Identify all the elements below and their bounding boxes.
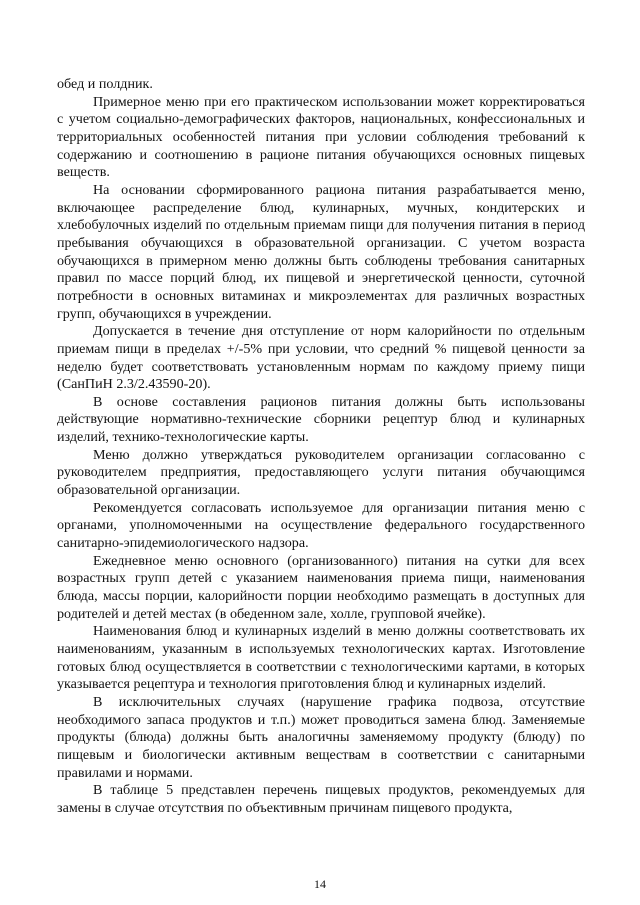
- paragraph-menu-development: На основании сформированного рациона питания разрабатывается меню, включающее распределение блюд, кулинарных, мучных, кондитерских и хлебобулочных изделий по отдельным приемам пищи для получения питания в период пребывания обучающихся в образовательной организации. С учетом возраста обучающихся в примерном меню должны быть соблюдены требования санитарных правил по массе порций блюд, их пищевой и энергетической ценности, суточной потребности в основных витаминах и микроэлементах для различных возрастных групп, обучающихся в учреждении.: [57, 181, 585, 322]
- document-body: [57, 76, 585, 818]
- paragraph-table-reference: В таблице 5 представлен перечень пищевых продуктов, рекомендуемых для замены в случае отсутствия по объективным причинам пищевого продукта,: [57, 782, 585, 816]
- paragraph-continuation: обед и полдник.: [57, 76, 153, 92]
- paragraph-supervision-agreement: Рекомендуется согласовать используемое для организации питания меню с органами, уполномоченными на осуществление федерального государственного санитарно-эпидемиологического надзора.: [57, 499, 585, 552]
- paragraph-dish-names: Наименования блюд и кулинарных изделий в меню должны соответствовать их наименованиям, указанным в используемых технологических картах. Изготовление готовых блюд осуществляется в соответствии с технологическими картами, в которых указывается рецептура и технология приготовления блюд и кулинарных изделий.: [57, 623, 585, 693]
- paragraph-dish-replacement: В исключительных случаях (нарушение графика подвоза, отсутствие необходимого запаса продуктов и т.п.) может проводиться замена блюд. Заменяемые продукты (блюда) должны быть аналогичны заменяемому продукту (блюду) по пищевым и биологически активным веществам в соответствии с санитарными правилами и нормами.: [57, 693, 585, 781]
- paragraph-menu-approval: Меню должно утверждаться руководителем организации согласованно с руководителем предприятия, предоставляющего услуги питания обучающимся образовательной организации.: [57, 446, 585, 499]
- paragraph-calorie-deviation: Допускается в течение дня отступление от норм калорийности по отдельным приемам пищи в пределах +/-5% при условии, что средний % пищевой ценности за неделю будет соответствовать установленным нормам по каждому приему пищи (СанПиН 2.3/2.43590-20).: [57, 323, 585, 393]
- paragraph-menu-adjustment: Примерное меню при его практическом использовании может корректироваться с учетом социально-демографических факторов, национальных, конфессиональных и территориальных особенностей питания при условии соблюдения требований к содержанию и соотношению в рационе питания обучающихся основных пищевых веществ.: [57, 93, 585, 181]
- page-number: 14: [314, 877, 326, 891]
- paragraph-daily-menu-posting: Ежедневное меню основного (организованного) питания на сутки для всех возрастных групп детей с указанием наименования приема пищи, наименования блюда, массы порции, калорийности порции необходимо размещать в доступных для родителей и детей местах (в обеденном зале, холле, групповой ячейке).: [57, 552, 585, 622]
- paragraph-recipe-collections: В основе составления рационов питания должны быть использованы действующие нормативно-технические сборники рецептур блюд и кулинарных изделий, технико-технологические карты.: [57, 393, 585, 446]
